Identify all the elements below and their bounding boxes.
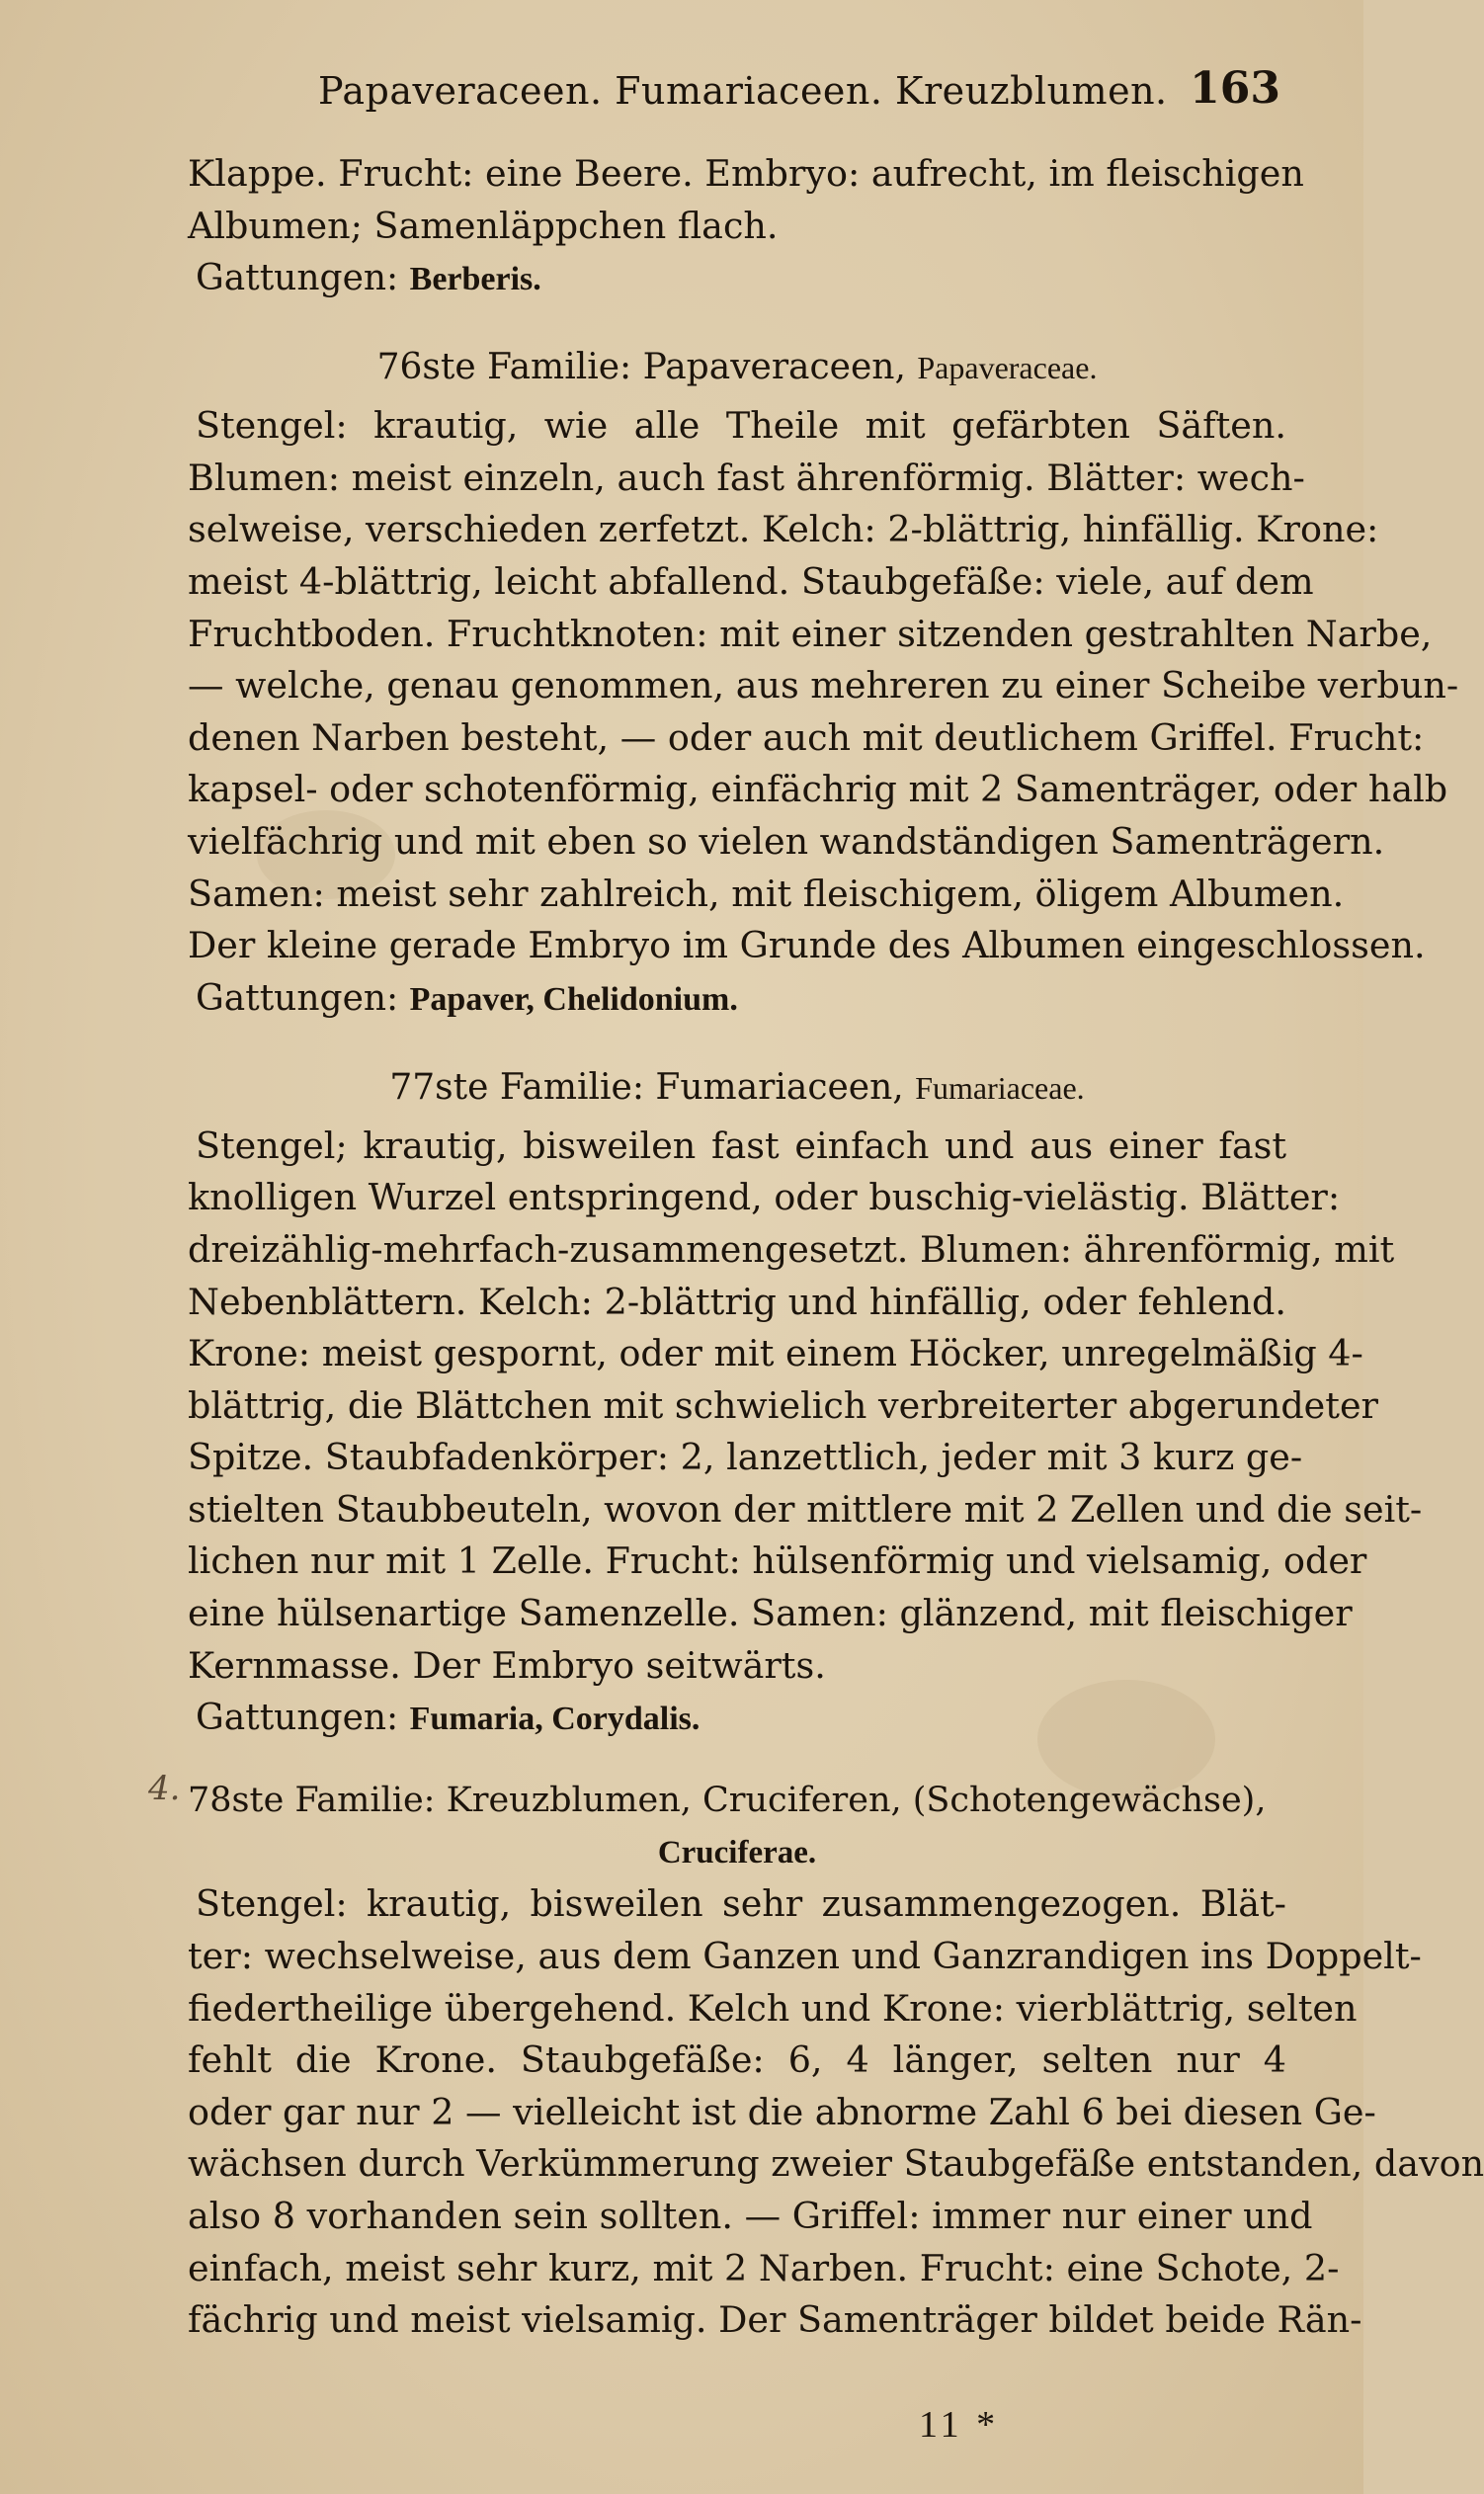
genera-line [188,972,1286,1026]
genera-line [188,252,1286,305]
text-line: Nebenblättern. Kelch: 2-blättrig und hinfällig, oder fehlend. [188,1280,1286,1323]
text-line: fiedertheilige übergehend. Kelch und Krone: vierblättrig, selten [188,1986,1358,2030]
text-line: Blumen: meist einzeln, auch fast ährenförmig. Blätter: wech- [188,456,1305,499]
family-heading [188,335,1286,400]
text-line: Krone: meist gespornt, oder mit einem Höcker, unregelmäßig 4- [188,1332,1363,1375]
text-line: dreizählig-mehrfach-zusammengesetzt. Blumen: ährenförmig, mit [188,1227,1395,1271]
family-heading-latin: Fumariaceae. [915,1069,1085,1106]
text-line: einfach, meist sehr kurz, mit 2 Narben. Frucht: eine Schote, 2- [188,2246,1340,2289]
text-line: fächrig und meist vielsamig. Der Samenträger bildet beide Rän- [188,2298,1362,2342]
family-heading-text: 78ste Familie: Kreuzblumen, Cruciferen, (Schotengewächse), [188,1781,1267,1821]
signature-mark: 11 * [919,2404,1000,2446]
family-heading [188,1055,1286,1121]
text-line: fehlt die Krone. Staubgefäße: 6, 4 länger, selten nur 4 [188,2038,1286,2082]
text-line: eine hülsenartige Samenzelle. Samen: glänzend, mit fleischiger [188,1592,1353,1635]
text-line: kapsel- oder schotenförmig, einfächrig mit 2 Samenträger, oder halb [188,768,1448,811]
text-line: Stengel; krautig, bisweilen fast einfach und aus einer fast [196,1123,1286,1167]
text-line: also 8 vorhanden sein sollten. — Griffel: immer nur einer und [188,2195,1313,2237]
text-line: Spitze. Staubfadenkörper: 2, lanzettlich, jeder mit 3 kurz ge- [188,1436,1303,1479]
text-line: lichen nur mit 1 Zelle. Frucht: hülsenförmig und vielsamig, oder [188,1539,1367,1583]
genera-names: Fumaria, Corydalis. [409,1701,701,1738]
genera-names: Papaver, Chelidonium. [409,980,738,1018]
family-heading-text: 77ste Familie: Fumariaceen, [389,1066,904,1108]
genera-label: Gattungen: [196,258,399,299]
text-line: selweise, verschieden zerfetzt. Kelch: 2-blättrig, hinfällig. Krone: [188,508,1379,551]
text-line: oder gar nur 2 — vielleicht ist die abnorme Zahl 6 bei diesen Ge- [188,2090,1376,2133]
text-line: denen Narben besteht, — oder auch mit deutlichem Griffel. Frucht: [188,715,1425,759]
family-heading-latin: Papaveraceae. [917,350,1098,386]
genera-names: Berberis. [409,261,541,298]
text-line: Samen: meist sehr zahlreich, mit fleischigem, öligem Albumen. [188,872,1345,915]
genera-label: Gattungen: [196,977,399,1019]
intro-section [188,148,1304,305]
text-line: blättrig, die Blättchen mit schwielich verbreiterter abgerundeter [188,1383,1378,1427]
page-number: 163 [1190,63,1280,114]
text-line: knolligen Wurzel entspringend, oder buschig-vielästig. Blätter: [188,1176,1341,1219]
page-body [188,148,1484,2347]
family-heading-text: 76ste Familie: Papaveraceen, [376,347,906,388]
family-77-section [188,1055,1423,1746]
running-title: Papaveraceen. Fumariaceen. Kreuzblumen. [318,69,1168,113]
text-line: Der kleine gerade Embryo im Grunde des Albumen eingeschlossen. [188,924,1426,967]
text-line: — welche, genau genommen, aus mehreren zu einer Scheibe verbun- [188,664,1459,707]
text-line: ter: wechselweise, aus dem Ganzen und Ganzrandigen ins Doppelt- [188,1935,1422,1978]
text-line: Stengel: krautig, bisweilen sehr zusammengezogen. Blät- [196,1882,1286,1926]
genera-line [188,1692,1286,1745]
family-78-section [188,1775,1484,2347]
text-line: Fruchtboden. Fruchtknoten: mit einer sitzenden gestrahlten Narbe, [188,612,1433,655]
text-line: wächsen durch Verkümmerung zweier Staubgefäße entstanden, davon [188,2142,1484,2186]
text-line: vielfächrig und mit eben so vielen wandständigen Samenträgern. [188,819,1385,863]
text-line: meist 4-blättrig, leicht abfallend. Staubgefäße: viele, auf dem [188,559,1314,603]
family-heading-latin: Cruciferae. [657,1834,817,1870]
margin-mark: 4. [148,1769,181,1808]
text-line: Stengel: krautig, wie alle Theile mit gefärbten Säften. [196,404,1286,448]
family-76-section [188,335,1459,1026]
running-head [273,61,1280,121]
text-line: stielten Staubbeuteln, wovon der mittlere mit 2 Zellen und die seit- [188,1487,1423,1531]
text-line: Albumen; Samenläppchen flach. [188,204,779,247]
genera-label: Gattungen: [196,1698,399,1739]
text-line: Kernmasse. Der Embryo seitwärts. [188,1643,826,1687]
text-line: Klappe. Frucht: eine Beere. Embryo: aufrecht, im fleischigen [188,152,1304,195]
